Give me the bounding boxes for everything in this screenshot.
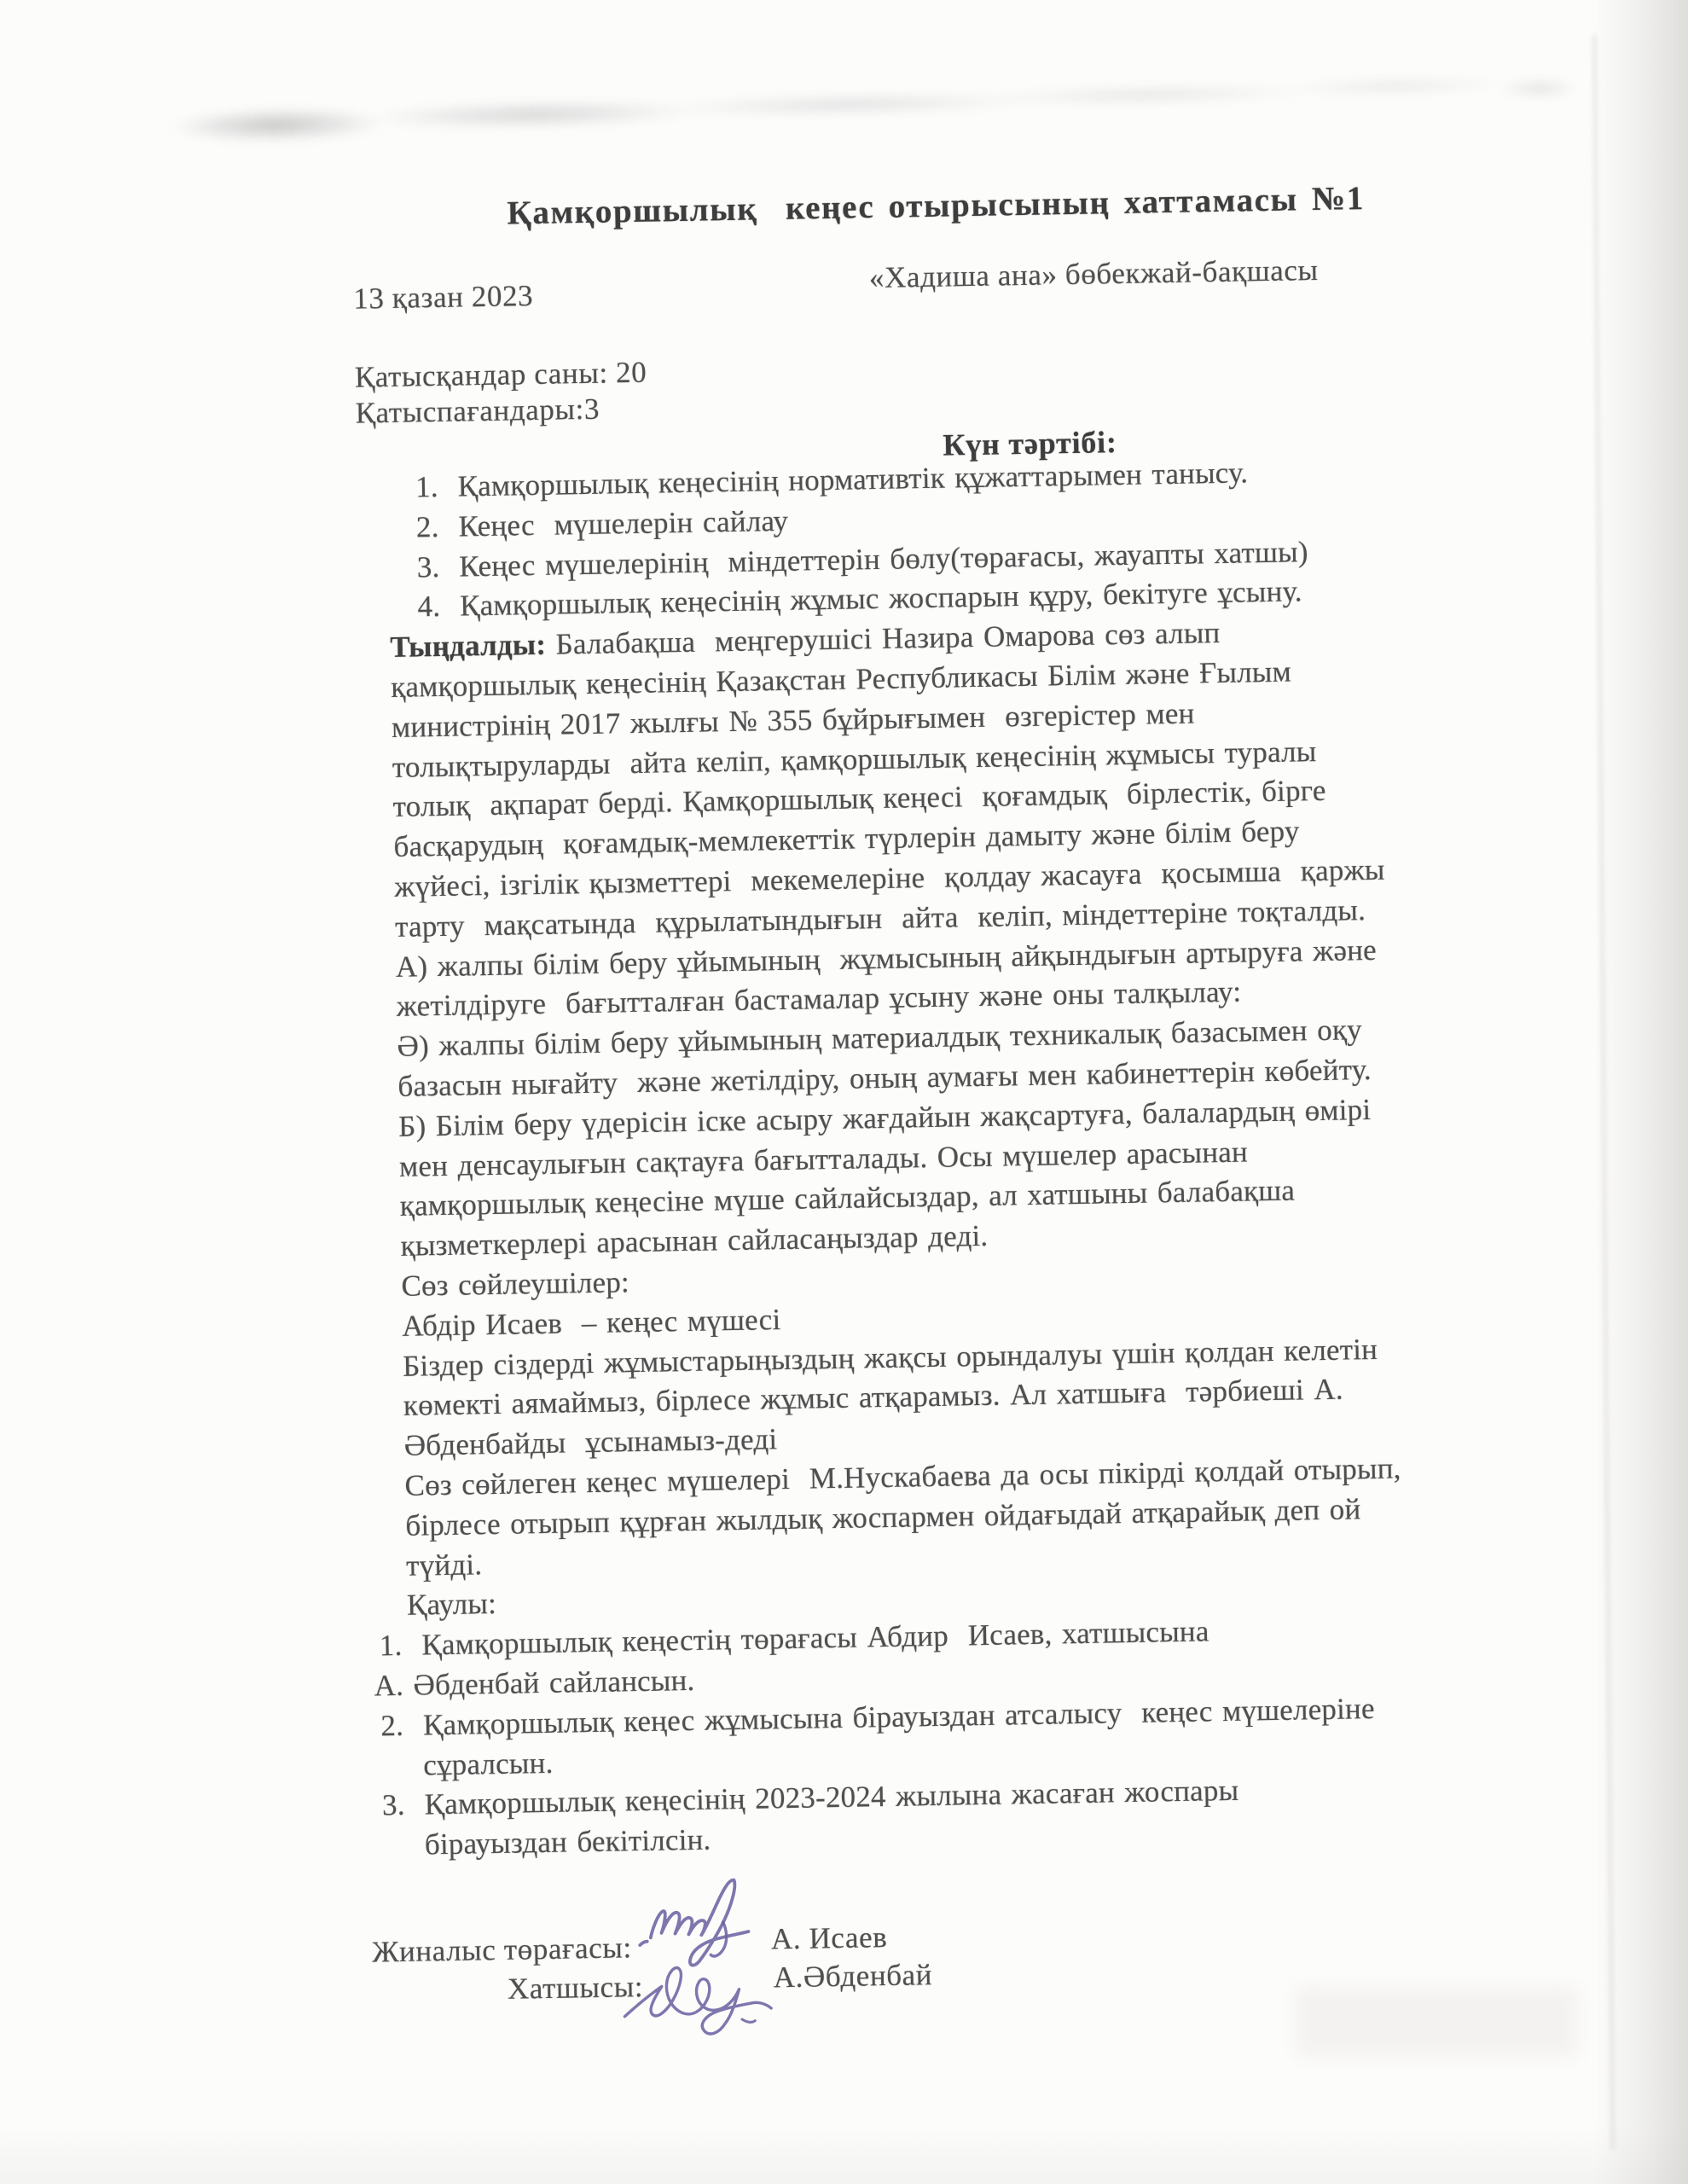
agenda-heading: Күн тәртібі:	[943, 425, 1118, 462]
body-line: Біздер сіздерді жұмыстарыңыздың жақсы орындалуы үшін қолдан келетін	[402, 1332, 1378, 1383]
body-line: 4. Қамқоршылық кеңесінің жұмыс жоспарын құру, бекітуге ұсыну.	[417, 574, 1302, 624]
body-line: 3. Қамқоршылық кеңесінің 2023-2024 жылына жасаған жоспары	[381, 1774, 1239, 1822]
body-line: министрінің 2017 жылғы № 355 бұйрығымен өзгерістер мен	[391, 696, 1195, 744]
secretary-label: Хатшысы:	[507, 1970, 644, 2006]
page-title: Қамқоршылық кеңес отырысының хаттамасы №1	[507, 179, 1366, 232]
body-line: қызметкерлері арасынан сайласаңыздар деді.	[400, 1218, 989, 1263]
body-line: бірауыздан бекітілсін.	[424, 1822, 711, 1862]
body-line: толық ақпарат берді. Қамқоршылық кеңесі қоғамдық бірлестік, бірге	[392, 774, 1326, 824]
body-line: сұралсын.	[422, 1745, 554, 1781]
body-line: қамқоршылық кеңесінің Қазақстан Республикасы Білім және Ғылым	[390, 654, 1292, 704]
body-line: А. Әбденбай сайлансын.	[374, 1663, 695, 1703]
body-line: Әбденбайды ұсынамыз-деді	[403, 1422, 778, 1462]
body-line: жүйесі, ізгілік қызметтері мекемелеріне қолдау жасауға қосымша қаржы	[393, 852, 1385, 903]
absent-count: Қатыспағандары:3	[355, 392, 600, 430]
body-line: Сөз сөйлеушілер:	[401, 1265, 630, 1303]
body-line: Б) Білім беру үдерісін іске асыру жағдайын жақсартуға, балалардың өмірі	[397, 1092, 1372, 1143]
secretary-name: А.Әбденбай	[773, 1958, 933, 1995]
organization-name: «Хадиша ана» бөбекжай-бақшасы	[868, 253, 1319, 295]
document-date: 13 қазан 2023	[352, 278, 534, 316]
body-line: қамқоршылық кеңесіне мүше сайлайсыздар, ал хатшыны балабақша	[399, 1173, 1296, 1223]
body-line: А) жалпы білім беру ұйымының жұмысының айқындығын артыруға және	[395, 932, 1378, 984]
body-line: толықтыруларды айта келіп, қамқоршылық кеңесінің жұмысы туралы	[392, 734, 1317, 784]
body-line: түйді.	[405, 1547, 483, 1583]
chair-name: А. Исаев	[770, 1920, 888, 1956]
document-body	[374, 449, 1546, 1866]
body-line: 2. Кеңес мүшелерін сайлау	[415, 503, 789, 544]
body-line: Абдір Исаев – кеңес мүшесі	[401, 1302, 781, 1343]
body-line: Сөз сөйлеген кеңес мүшелері М.Нускабаева да осы пікірді қолдай отырып,	[404, 1451, 1401, 1502]
body-line: көмекті аямаймыз, бірлесе жұмыс атқарамыз. Ал хатшыға тәрбиеші А.	[403, 1372, 1344, 1423]
body-line: 2. Қамқоршылық кеңес жұмысына бірауыздан атсалысу кеңес мүшелеріне	[380, 1691, 1375, 1743]
body-line: Қаулы:	[406, 1587, 497, 1623]
body-line: 3. Кеңес мүшелерінің міндеттерін бөлу(төрағасы, жауапты хатшы)	[416, 534, 1308, 584]
body-line: 1. Қамқоршылық кеңесінің нормативтік құжаттарымен танысу.	[415, 456, 1249, 504]
chair-label: Жиналыс төрағасы:	[371, 1931, 633, 1969]
body-line: 1. Қамқоршылық кеңестің төрағасы Абдир Исаев, хатшысына	[379, 1614, 1209, 1663]
attended-count: Қатысқандар саны: 20	[354, 355, 647, 394]
bold-lead: Тыңдалды:	[390, 627, 547, 665]
body-line: тарту мақсатында құрылатындығын айта келіп, міндеттеріне тоқталды.	[394, 892, 1366, 944]
body-line: басқарудың қоғамдық-мемлекеттік түрлерін дамыту және білім беру	[393, 814, 1300, 864]
body-line: жетілдіруге бағытталған бастамалар ұсыну және оны талқылау:	[396, 974, 1242, 1024]
secretary-signature-ink	[612, 1945, 798, 2038]
body-line: базасын нығайту және жетілдіру, оның аумағы мен кабинеттерін көбейту.	[397, 1052, 1372, 1103]
body-line: мен денсаулығын сақтауға бағытталады. Осы мүшелер арасынан	[398, 1135, 1249, 1183]
body-line: бірлесе отырып құрған жылдық жоспармен ойдағыдай атқарайық деп ой	[405, 1491, 1361, 1542]
body-line: Тыңдалды: Балабақша меңгерушісі Назира Омарова сөз алып	[390, 616, 1221, 665]
body-line: Ә) жалпы білім беру ұйымының материалдық техникалық базасымен оқу	[397, 1013, 1363, 1064]
